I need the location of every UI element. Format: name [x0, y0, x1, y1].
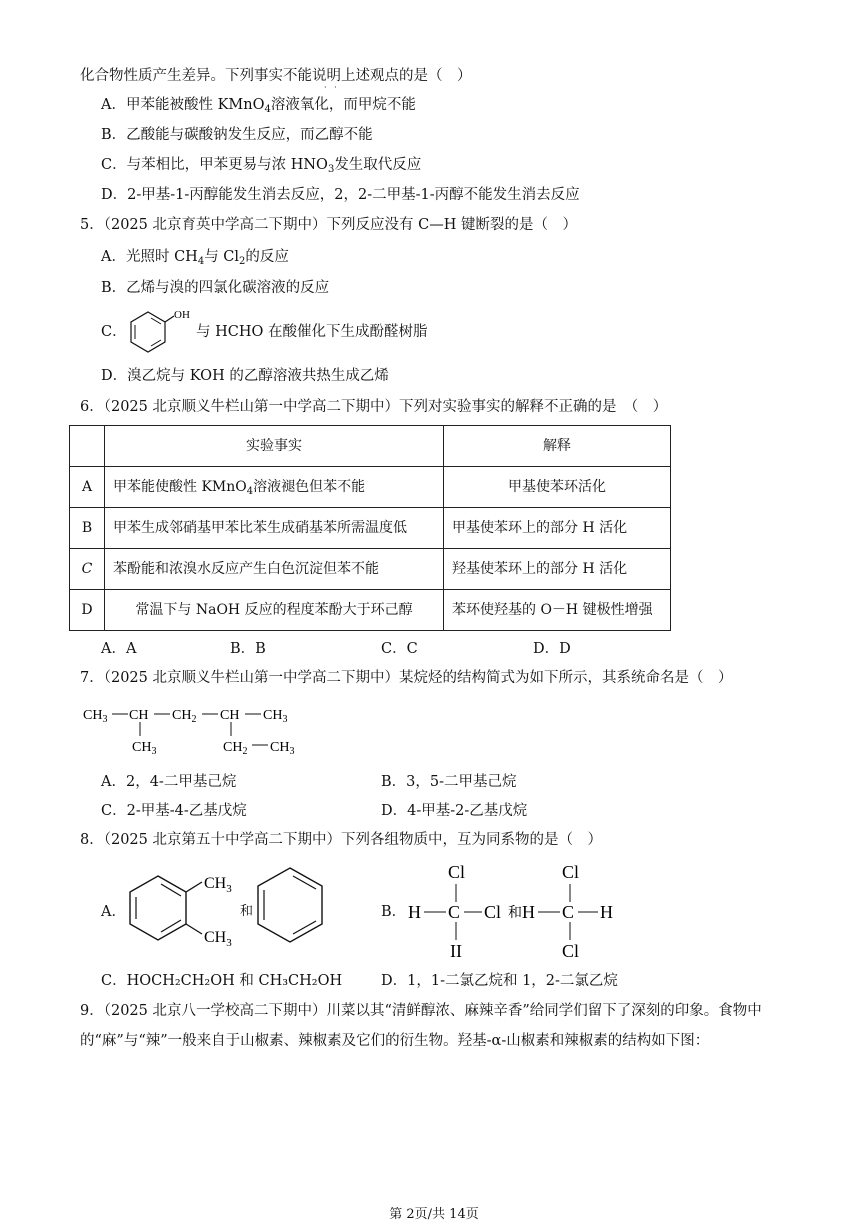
q4-option-a: A．甲苯能被酸性 KMnO$_4$溶液氧化，而甲烷不能 — [101, 97, 416, 115]
page-footer: 第 2页/共 14页 — [389, 1207, 479, 1222]
q8-option-c: C．HOCH₂CH₂OH 和 CH₃CH₂OH — [101, 973, 343, 989]
b1-cl-right: Cl — [484, 902, 502, 922]
q4-stem-tail: 化合物性质产生差异。下列事实不能说明上述观点的是（ ） — [80, 68, 472, 84]
struct-ch2: $CH_2$ — [172, 708, 197, 725]
q5-option-c-text: 与 HCHO 在酸催化下生成酚醛树脂 — [196, 324, 428, 340]
q8-stem: 8．（2025 北京第五十中学高二下期中）下列各组物质中，互为同系物的是（ ） — [80, 832, 602, 848]
struct-ch3-branch: $CH_3$ — [132, 740, 157, 757]
b2-cl-top: Cl — [562, 862, 580, 882]
row-label: A — [70, 467, 105, 508]
q5-option-b: B．乙烯与溴的四氯化碳溶液的反应 — [101, 280, 330, 296]
q8-option-d: D．1，1-二氯乙烷和 1，2-二氯乙烷 — [381, 973, 618, 989]
q5-option-c-label: C． — [101, 324, 127, 340]
q6-option-d: D．D — [533, 641, 571, 657]
o-xylene-structure — [122, 860, 242, 952]
q6-option-c: C．C — [381, 641, 418, 657]
phenol-oh-label: OH — [174, 309, 190, 321]
q7-option-c: C．2-甲基-4-乙基戊烷 — [101, 803, 247, 819]
b2-c: C — [562, 902, 575, 922]
table-row — [70, 467, 671, 508]
row-label: C — [70, 549, 105, 590]
row-label: D — [70, 590, 105, 631]
row-explain: 甲基使苯环上的部分 H 活化 — [444, 508, 671, 549]
q7-option-b: B．3，5-二甲基己烷 — [381, 774, 517, 790]
table-header-explain: 解释 — [444, 426, 671, 467]
q8-option-b-label: B． — [381, 904, 407, 920]
q8-option-a-label: A． — [101, 904, 126, 920]
q4-option-b: B．乙酸能与碳酸钠发生反应，而乙醇不能 — [101, 127, 373, 143]
b1-h-left: H — [408, 902, 421, 922]
row-fact: 常温下与 NaOH 反应的程度苯酚大于环己醇 — [105, 590, 444, 631]
phenol-structure — [124, 306, 196, 356]
q4-option-c: C．与苯相比，甲苯更易与浓 $HNO_3$发生取代反应 — [101, 157, 422, 175]
emphasis-dots: · · — [324, 83, 337, 92]
q7-option-a: A．2，4-二甲基己烷 — [101, 774, 237, 790]
q9-stem: 9．（2025 北京八一学校高二下期中）川菜以其“清鲜醇浓、麻辣辛香”给同学们留下了深刻的印象。食物中 — [80, 1003, 762, 1019]
table-row — [70, 590, 671, 631]
row-explain: 苯环使羟基的 O－H 键极性增强 — [444, 590, 671, 631]
b2-h-right: H — [600, 902, 613, 922]
q7-stem: 7．（2025 北京顺义牛栏山第一中学高二下期中）某烷烃的结构简式为如下所示，其系统命名是（ ） — [80, 670, 733, 686]
row-explain: 羟基使苯环上的部分 H 活化 — [444, 549, 671, 590]
q5-option-d: D．溴乙烷与 KOH 的乙醇溶液共热生成乙烯 — [101, 368, 389, 384]
struct-ch3-right: $CH_3$ — [263, 708, 288, 725]
row-explain: 甲基使苯环活化 — [444, 467, 671, 508]
row-fact: 苯酚能和浓溴水反应产生白色沉淀但苯不能 — [105, 549, 444, 590]
table-header-row — [70, 426, 671, 467]
xylene-ch3-bottom: $CH_3$ — [204, 929, 232, 949]
q6-stem: 6．（2025 北京顺义牛栏山第一中学高二下期中）下列对实验事实的解释不正确的是 （ ） — [80, 399, 668, 415]
xylene-ch3-top: $CH_3$ — [204, 875, 232, 895]
struct-ch2-branch: $CH_2$ — [223, 740, 248, 757]
row-fact: 甲苯能使酸性 KMnO$_4$溶液褪色但苯不能 — [105, 467, 444, 508]
dichloromethane-structures — [404, 858, 624, 964]
experiment-table — [69, 425, 671, 631]
q8-and-2: 和 — [508, 906, 522, 921]
struct-ch-1: CH — [129, 708, 149, 723]
q6-option-a: A．A — [101, 641, 137, 657]
q4-option-d: D．2-甲基-1-丙醇能发生消去反应，2，2-二甲基-1-丙醇不能发生消去反应 — [101, 187, 580, 203]
q8-and-1: 和 — [240, 904, 254, 919]
table-header-blank — [70, 426, 105, 467]
b1-h-bottom: II — [450, 941, 462, 961]
struct-ch3-end: $CH_3$ — [270, 740, 295, 757]
b2-cl-bottom: Cl — [562, 941, 580, 961]
row-label: B — [70, 508, 105, 549]
row-fact: 甲苯生成邻硝基甲苯比苯生成硝基苯所需温度低 — [105, 508, 444, 549]
struct-ch-2: CH — [220, 708, 240, 723]
b2-h-left: H — [522, 902, 535, 922]
table-row — [70, 508, 671, 549]
alkane-structure — [80, 700, 320, 758]
q7-option-d: D．4-甲基-2-乙基戊烷 — [381, 803, 528, 819]
table-row — [70, 549, 671, 590]
table-header-fact: 实验事实 — [105, 426, 444, 467]
q5-stem: 5．（2025 北京育英中学高二下期中）下列反应没有 C—H 键断裂的是（ ） — [80, 217, 577, 233]
struct-ch3-left: $CH_3$ — [83, 708, 108, 725]
b1-cl-top: Cl — [448, 862, 466, 882]
q5-option-a: A．光照时 $CH_4$与 $Cl_2$的反应 — [101, 249, 289, 267]
benzene-structure — [254, 864, 326, 948]
q6-option-b: B．B — [230, 641, 266, 657]
q9-line2: 的“麻”与“辣”一般来自于山椒素、辣椒素及它们的衍生物。羟基-α-山椒素和辣椒素的结构如下图： — [80, 1033, 710, 1049]
b1-c: C — [448, 902, 461, 922]
